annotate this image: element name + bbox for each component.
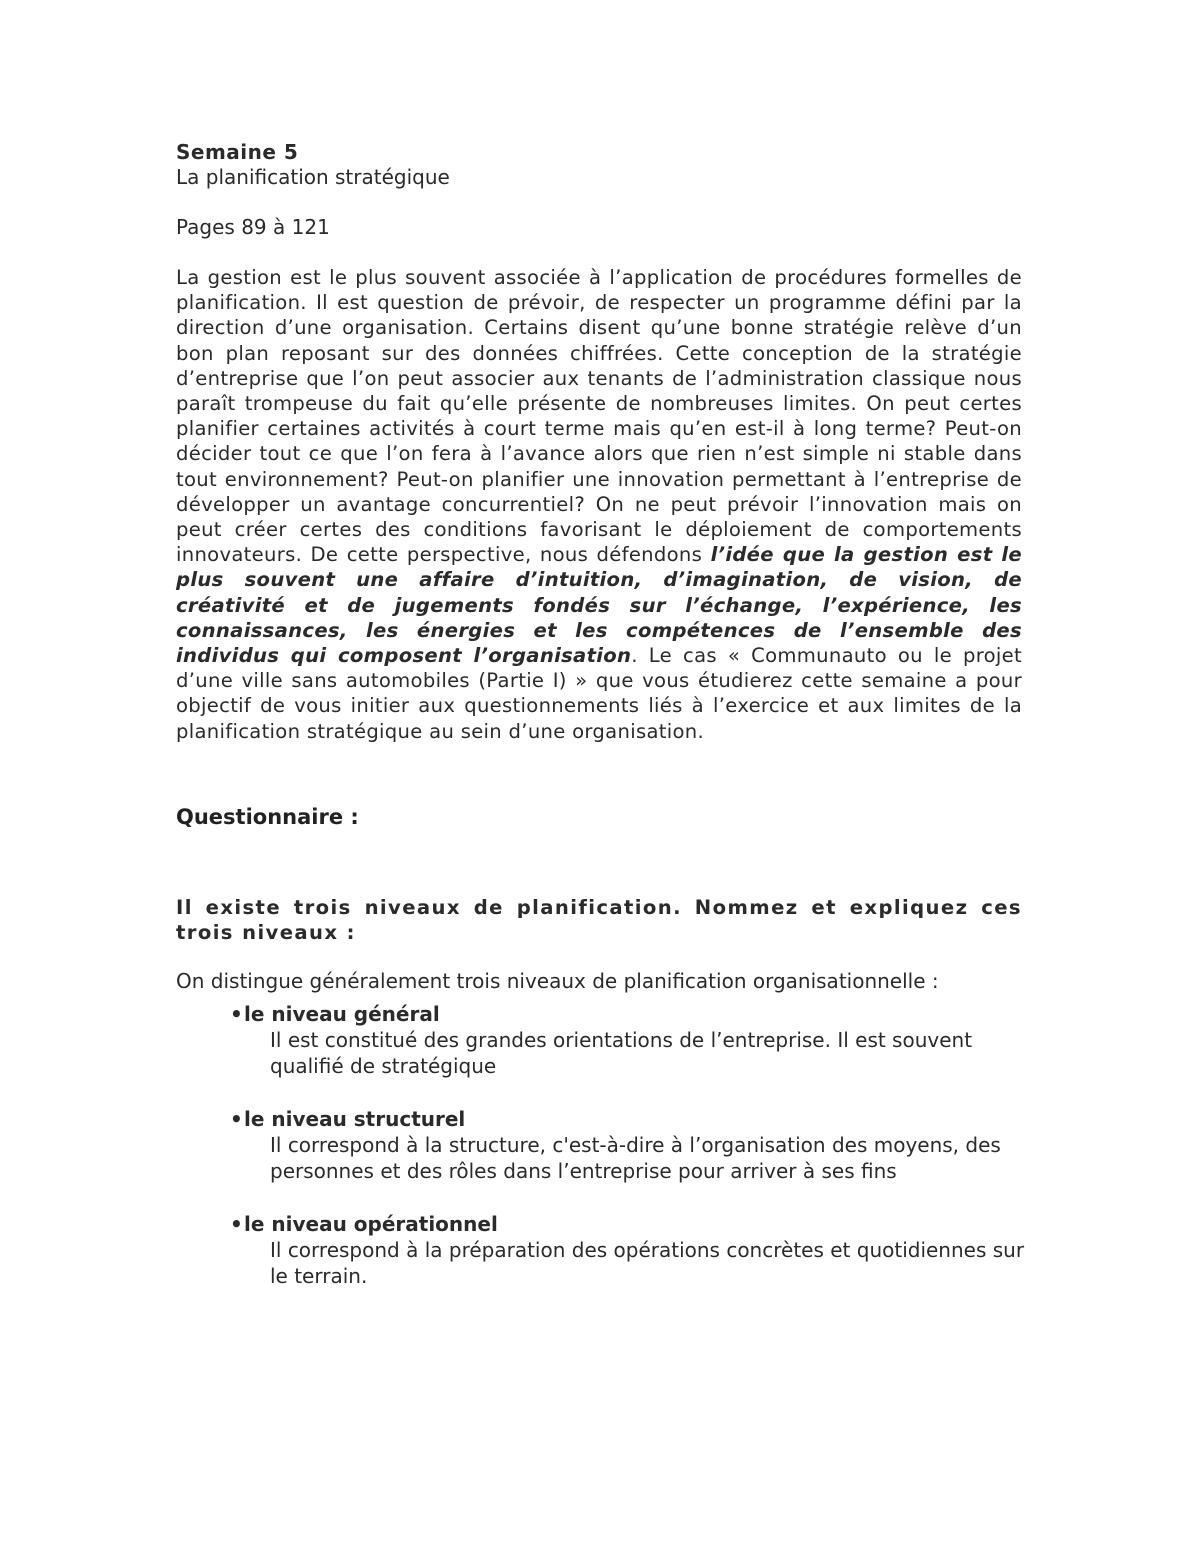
week-title: Semaine 5	[176, 140, 299, 164]
level-description: Il correspond à la structure, c'est-à-dire à l’organisation des moyens, des personnes et des rôles dans l’entreprise pour arriver à ses fins	[270, 1132, 1001, 1183]
level-heading	[230, 1001, 1022, 1027]
list-item	[230, 1001, 1022, 1079]
answer-intro: On distingue généralement trois niveaux de planification organisationnelle :	[176, 969, 939, 994]
bullet-icon: •	[230, 1001, 243, 1026]
question-text: Il existe trois niveaux de planification. Nommez et expliquez ces trois niveaux :	[176, 895, 1022, 945]
level-title: le niveau opérationnel	[244, 1211, 498, 1236]
planning-levels-list	[176, 1001, 1025, 1289]
list-item	[230, 1106, 1022, 1184]
intro-text: La gestion est le plus souvent associée à l’application de procédures formelles de planification. Il est question de prévoir, de respecter un programme défini par la direction d’une organisation. Certains disent qu’une bonne stratégie relève d’un bon plan reposant sur des données chiffrées. Cette conception de la stratégie d’entreprise que l’on peut associer aux tenants de l’administration classique nous paraît trompeuse du fait qu’elle présente de nombreuses limites. On peut certes planifier certaines activités à court terme mais qu’en est-il à long terme? Peut-on décider tout ce que l’on fera à l’avance alors que rien n’est simple ni stable dans tout environnement? Peut-on planifier une innovation permettant à l’entreprise de développer un avantage concurrentiel? On ne peut prévoir l’innovation mais on peut créer certes des conditions favorisant le déploiement de comportements innovateurs. De cette perspective, nous défendons	[176, 266, 1022, 567]
list-item	[230, 1211, 1025, 1289]
level-heading	[230, 1211, 1022, 1237]
level-heading	[230, 1106, 1022, 1132]
bullet-icon: •	[230, 1106, 243, 1131]
document-page	[176, 140, 1025, 1316]
intro-paragraph	[176, 265, 1022, 744]
bullet-icon: •	[230, 1211, 243, 1236]
topic-title: La planification stratégique	[176, 165, 450, 189]
spacer	[176, 240, 1022, 265]
spacer	[176, 190, 1022, 215]
questionnaire-heading: Questionnaire :	[176, 804, 359, 829]
intro-text-end: . Le cas « Communauto ou le projet d’une ville sans automobiles (Partie I) » que vous étudierez cette semaine a pour objectif de vous initier aux questionnements liés à l’exercice et aux limites de la planification stratégique au sein d’une organisation.	[176, 644, 1022, 743]
intro-emphasis: l’idée que la gestion est le plus souvent une affaire d’intuition, d’imagination, de vision, de créativité et de jugements fondés sur l’échange, l’expérience, les connaissances, les énergies et les compétences de l’ensemble des individus qui composent l’organisation	[176, 543, 1022, 668]
level-description: Il est constitué des grandes orientations de l’entreprise. Il est souvent qualifié de stratégique	[270, 1027, 973, 1078]
level-title: le niveau général	[244, 1001, 440, 1026]
level-description: Il correspond à la préparation des opérations concrètes et quotidiennes sur le terrain.	[270, 1237, 1025, 1288]
pages-reference: Pages 89 à 121	[176, 215, 330, 239]
level-title: le niveau structurel	[244, 1106, 466, 1131]
